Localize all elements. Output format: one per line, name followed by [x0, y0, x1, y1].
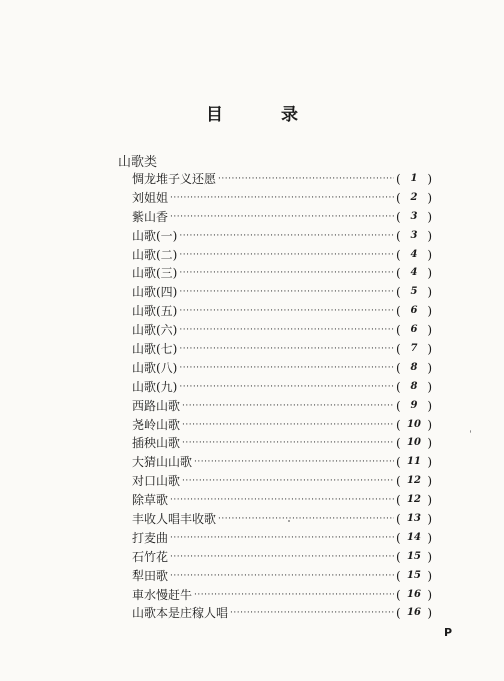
toc-page-ref	[396, 491, 432, 510]
toc-entry-title: 山歌(五)	[132, 304, 178, 319]
close-paren: )	[427, 512, 432, 527]
dot-leader	[194, 453, 394, 472]
open-paren: (	[396, 512, 401, 527]
page-number: 15	[407, 569, 421, 581]
toc-entry[interactable]	[132, 491, 432, 510]
dot-leader	[182, 472, 394, 491]
toc-page-ref	[396, 397, 432, 416]
page-number: 16	[407, 607, 421, 619]
page-number: 4	[410, 248, 418, 260]
open-paren: (	[396, 493, 401, 508]
toc-page-ref	[396, 472, 432, 491]
toc-entry-title: 除草歌	[132, 493, 169, 508]
toc-page-ref	[396, 321, 432, 340]
toc-entry-title: 山歌(六)	[132, 323, 178, 338]
page-number: 10	[407, 437, 421, 449]
close-paren: )	[427, 285, 432, 300]
toc-entry[interactable]	[132, 264, 432, 283]
open-paren: (	[396, 172, 401, 186]
open-paren: (	[396, 417, 401, 432]
toc-page-ref	[396, 227, 432, 246]
toc-page-ref	[396, 453, 432, 472]
toc-page-ref	[396, 434, 432, 453]
close-paren: )	[427, 190, 432, 205]
toc-entry[interactable]	[132, 586, 432, 605]
toc-entry-title: 惆龙堆子义还愿	[132, 172, 217, 186]
dot-leader	[179, 340, 394, 359]
toc-entry[interactable]	[132, 227, 432, 246]
dot-leader	[170, 491, 394, 510]
toc-entry[interactable]	[132, 340, 432, 359]
open-paren: (	[396, 436, 401, 451]
open-paren: (	[396, 209, 401, 224]
open-paren: (	[396, 474, 401, 489]
close-paren: )	[427, 455, 432, 470]
dot-leader	[170, 189, 394, 208]
dot-leader	[218, 510, 394, 529]
open-paren: (	[396, 304, 401, 319]
page-number: 15	[407, 550, 421, 562]
dot-leader	[230, 604, 394, 623]
close-paren: )	[427, 493, 432, 508]
toc-page-ref	[396, 567, 432, 586]
toc-entry-title: 山歌(一)	[132, 228, 178, 243]
dot-leader	[179, 302, 394, 321]
toc-entry[interactable]	[132, 472, 432, 491]
page-number: 3	[410, 210, 418, 222]
page-number: 1	[410, 173, 418, 184]
page-number: 5	[410, 286, 418, 298]
toc-entry-title: 山歌(九)	[132, 379, 178, 394]
open-paren: (	[396, 285, 401, 300]
close-paren: )	[427, 549, 432, 564]
toc-entry-title: 山歌(七)	[132, 342, 178, 357]
toc-entry[interactable]	[132, 604, 432, 623]
toc-page-ref	[396, 246, 432, 265]
toc-entry-title: 刘姐姐	[132, 190, 169, 205]
dot-leader	[179, 246, 394, 265]
page-number: 14	[407, 531, 421, 543]
toc-page-ref	[396, 302, 432, 321]
close-paren: )	[427, 568, 432, 583]
page-number: 8	[410, 361, 418, 373]
close-paren: )	[427, 323, 432, 338]
toc-entry-title: 尧岭山歌	[132, 417, 181, 432]
page-number: 9	[410, 399, 418, 411]
toc-entry-title: 犁田歌	[132, 568, 169, 583]
page-number: 6	[410, 305, 418, 317]
close-paren: )	[427, 474, 432, 489]
dot-leader	[179, 283, 394, 302]
section-heading: 山歌类	[118, 155, 158, 170]
close-paren: )	[427, 304, 432, 319]
toc-entry-title: 山歌(三)	[132, 266, 178, 281]
page-number: 16	[407, 588, 421, 600]
open-paren: (	[396, 398, 401, 413]
toc-entry-title: 紫山香	[132, 209, 169, 224]
toc-page-ref	[396, 510, 432, 529]
open-paren: (	[396, 530, 401, 545]
toc-entry-title: 大猜山山歌	[132, 455, 193, 470]
dot-leader	[170, 529, 394, 548]
open-paren: (	[396, 587, 401, 602]
page-number: 12	[407, 494, 421, 506]
toc-entry[interactable]	[132, 170, 432, 189]
close-paren: )	[427, 436, 432, 451]
toc-page-ref	[396, 170, 432, 189]
toc-page-ref	[396, 604, 432, 623]
open-paren: (	[396, 247, 401, 262]
open-paren: (	[396, 266, 401, 281]
dot-leader	[170, 548, 394, 567]
toc-entry[interactable]	[132, 246, 432, 265]
toc-entry-title: 石竹花	[132, 549, 169, 564]
toc-page-ref	[396, 283, 432, 302]
page-number: 11	[407, 456, 421, 468]
open-paren: (	[396, 549, 401, 564]
close-paren: )	[427, 530, 432, 545]
toc-entry[interactable]	[132, 189, 432, 208]
page-title: 目 录	[206, 105, 324, 125]
close-paren: )	[427, 379, 432, 394]
toc-entry-title: 丰收人唱丰收歌	[132, 512, 217, 527]
page-number: 3	[410, 229, 418, 241]
toc-page-ref	[396, 264, 432, 283]
dot-leader	[182, 416, 394, 435]
toc-page-ref	[396, 586, 432, 605]
open-paren: (	[396, 228, 401, 243]
toc-entry[interactable]	[132, 283, 432, 302]
page-number: 4	[410, 267, 418, 279]
toc-entry-title: 西路山歌	[132, 398, 181, 413]
toc-page-ref	[396, 359, 432, 378]
toc-entry-title: 插秧山歌	[132, 436, 181, 451]
open-paren: (	[396, 360, 401, 375]
paper-speck	[470, 430, 471, 433]
dot-leader	[179, 359, 394, 378]
close-paren: )	[427, 360, 432, 375]
dot-leader	[179, 321, 394, 340]
toc-page-ref	[396, 548, 432, 567]
dot-leader	[194, 586, 394, 605]
page-number: 2	[410, 191, 418, 203]
toc-entry-title: 車水慢赶牛	[132, 587, 193, 602]
open-paren: (	[396, 190, 401, 205]
toc-entry[interactable]	[132, 302, 432, 321]
toc-page-ref	[396, 189, 432, 208]
open-paren: (	[396, 379, 401, 394]
page-number: 10	[407, 418, 421, 430]
close-paren: )	[427, 342, 432, 357]
close-paren: )	[427, 266, 432, 281]
toc-entry[interactable]	[132, 208, 432, 227]
close-paren: )	[427, 172, 432, 186]
dot-leader	[170, 567, 394, 586]
toc-entry[interactable]	[132, 453, 432, 472]
close-paren: )	[427, 417, 432, 432]
page-number: 8	[410, 380, 418, 392]
toc-entry-title: 山歌本是庄稼人唱	[132, 606, 229, 621]
toc-page-ref	[396, 340, 432, 359]
toc-page-ref	[396, 378, 432, 397]
dot-leader	[182, 397, 394, 416]
toc-page-ref	[396, 529, 432, 548]
open-paren: (	[396, 606, 401, 621]
page-number: 13	[407, 513, 421, 525]
dot-leader	[170, 208, 394, 227]
dot-leader	[182, 434, 394, 453]
toc-entry[interactable]	[132, 397, 432, 416]
open-paren: (	[396, 323, 401, 338]
close-paren: )	[427, 606, 432, 621]
page-number: 7	[410, 343, 418, 355]
toc-entry-title: 打麦曲	[132, 530, 169, 545]
page-folio: P	[444, 626, 453, 639]
toc-entry-title: 山歌(四)	[132, 285, 178, 300]
toc-entry[interactable]	[132, 548, 432, 567]
dot-leader	[179, 227, 394, 246]
toc-entry[interactable]	[132, 359, 432, 378]
open-paren: (	[396, 455, 401, 470]
page-number: 6	[410, 324, 418, 336]
close-paren: )	[427, 209, 432, 224]
open-paren: (	[396, 342, 401, 357]
table-of-contents	[132, 170, 432, 623]
close-paren: )	[427, 247, 432, 262]
toc-entry-title: 山歌(二)	[132, 247, 178, 262]
dot-leader	[218, 170, 394, 189]
toc-entry[interactable]	[132, 567, 432, 586]
close-paren: )	[427, 228, 432, 243]
toc-entry-title: 对口山歌	[132, 474, 181, 489]
dot-leader	[179, 378, 394, 397]
page-number: 12	[407, 475, 421, 487]
paper-speck	[288, 520, 290, 522]
toc-entry[interactable]	[132, 510, 432, 529]
toc-entry[interactable]	[132, 434, 432, 453]
toc-entry[interactable]	[132, 378, 432, 397]
close-paren: )	[427, 398, 432, 413]
open-paren: (	[396, 568, 401, 583]
toc-page-ref	[396, 208, 432, 227]
close-paren: )	[427, 587, 432, 602]
toc-entry[interactable]	[132, 321, 432, 340]
toc-page-ref	[396, 416, 432, 435]
dot-leader	[179, 264, 394, 283]
toc-entry[interactable]	[132, 416, 432, 435]
toc-entry[interactable]	[132, 529, 432, 548]
toc-entry-title: 山歌(八)	[132, 360, 178, 375]
